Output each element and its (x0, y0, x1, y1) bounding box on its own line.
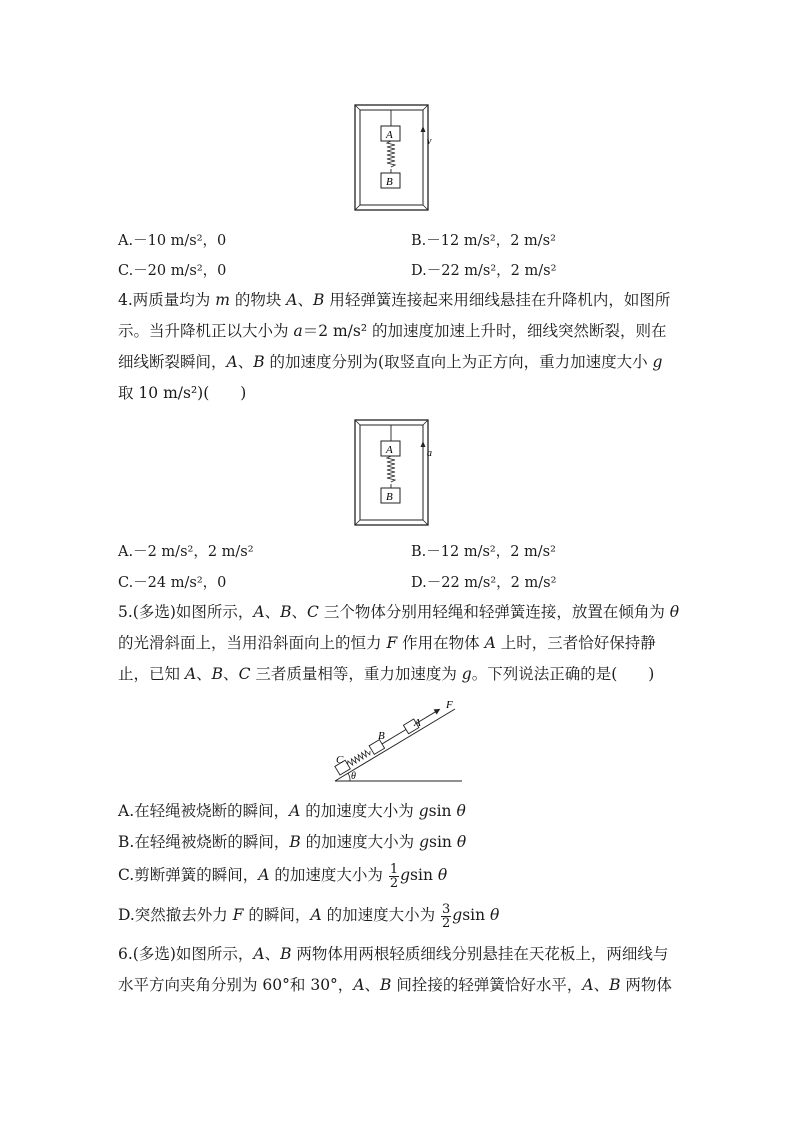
q5-option-b: B.在轻绳被烧断的瞬间，B 的加速度大小为 gsin θ (118, 833, 467, 851)
q5-line-3: 止，已知 A、B、C 三者质量相等，重力加速度为 g。下列说法正确的是( ) (118, 665, 655, 683)
q5-option-d: D.突然撤去外力 F 的瞬间，A 的加速度大小为 $\frac{3}{2}$ gsin θ (118, 901, 500, 931)
q5-option-c: C.剪断弹簧的瞬间，A 的加速度大小为 $\frac{1}{2}$ gsin θ (118, 861, 448, 891)
q4-option-d: D.－22 m/s²，2 m/s² (411, 575, 557, 591)
q3-option-a: A.－10 m/s²，0 (118, 233, 227, 249)
label-b: B (386, 491, 393, 503)
elevator-figure-2 (350, 415, 440, 530)
q4-line-1: 4.两质量均为 m 的物块 A、B 用轻弹簧连接起来用细线悬挂在升降机内，如图所 (118, 291, 671, 309)
a-label: A (414, 717, 421, 729)
q4-option-a: A.－2 m/s²，2 m/s² (118, 544, 254, 560)
label-a: A (386, 129, 393, 141)
q6-line-2: 水平方向夹角分别为 60°和 30°，A、B 间拴接的轻弹簧恰好水平，A、B 两物体 (118, 976, 672, 994)
q6-line-1: 6.(多选)如图所示，A、B 两物体用两根轻质细线分别悬挂在天花板上，两细线与 (118, 945, 669, 963)
fraction-one-half: $\frac{1}{2}$ (389, 861, 399, 891)
theta-label: θ (351, 771, 356, 782)
label-a: A (386, 444, 393, 456)
fraction-three-halves: $\frac{3}{2}$ (442, 901, 451, 931)
elevator-figure-1 (350, 100, 440, 215)
b-label: B (378, 730, 385, 742)
q3-option-d: D.－22 m/s²，2 m/s² (411, 263, 557, 279)
q5-line-1: 5.(多选)如图所示，A、B、C 三个物体分别用轻绳和轻弹簧连接，放置在倾角为 θ (118, 603, 680, 621)
c-label: C (336, 754, 344, 766)
q3-option-b: B.－12 m/s²，2 m/s² (411, 233, 556, 249)
q4-option-b: B.－12 m/s²，2 m/s² (411, 544, 556, 560)
incline-figure (330, 695, 470, 785)
q4-line-3: 细线断裂瞬间，A、B 的加速度分别为(取竖直向上为正方向，重力加速度大小 g (118, 353, 663, 371)
label-b: B (386, 176, 393, 188)
q3-option-c: C.－20 m/s²，0 (118, 263, 227, 279)
velocity-label: v (427, 136, 432, 147)
q5-line-2: 的光滑斜面上，当用沿斜面向上的恒力 F 作用在物体 A 上时，三者恰好保持静 (118, 634, 656, 652)
q4-option-c: C.－24 m/s²，0 (118, 575, 227, 591)
q5-option-a: A.在轻绳被烧断的瞬间，A 的加速度大小为 gsin θ (118, 802, 466, 820)
q4-line-4: 取 10 m/s²)( ) (118, 384, 247, 402)
force-label: F (446, 699, 453, 711)
acceleration-label: a (427, 448, 432, 459)
q4-line-2: 示。当升降机正以大小为 a＝2 m/s² 的加速度加速上升时，细线突然断裂，则在 (118, 322, 667, 340)
